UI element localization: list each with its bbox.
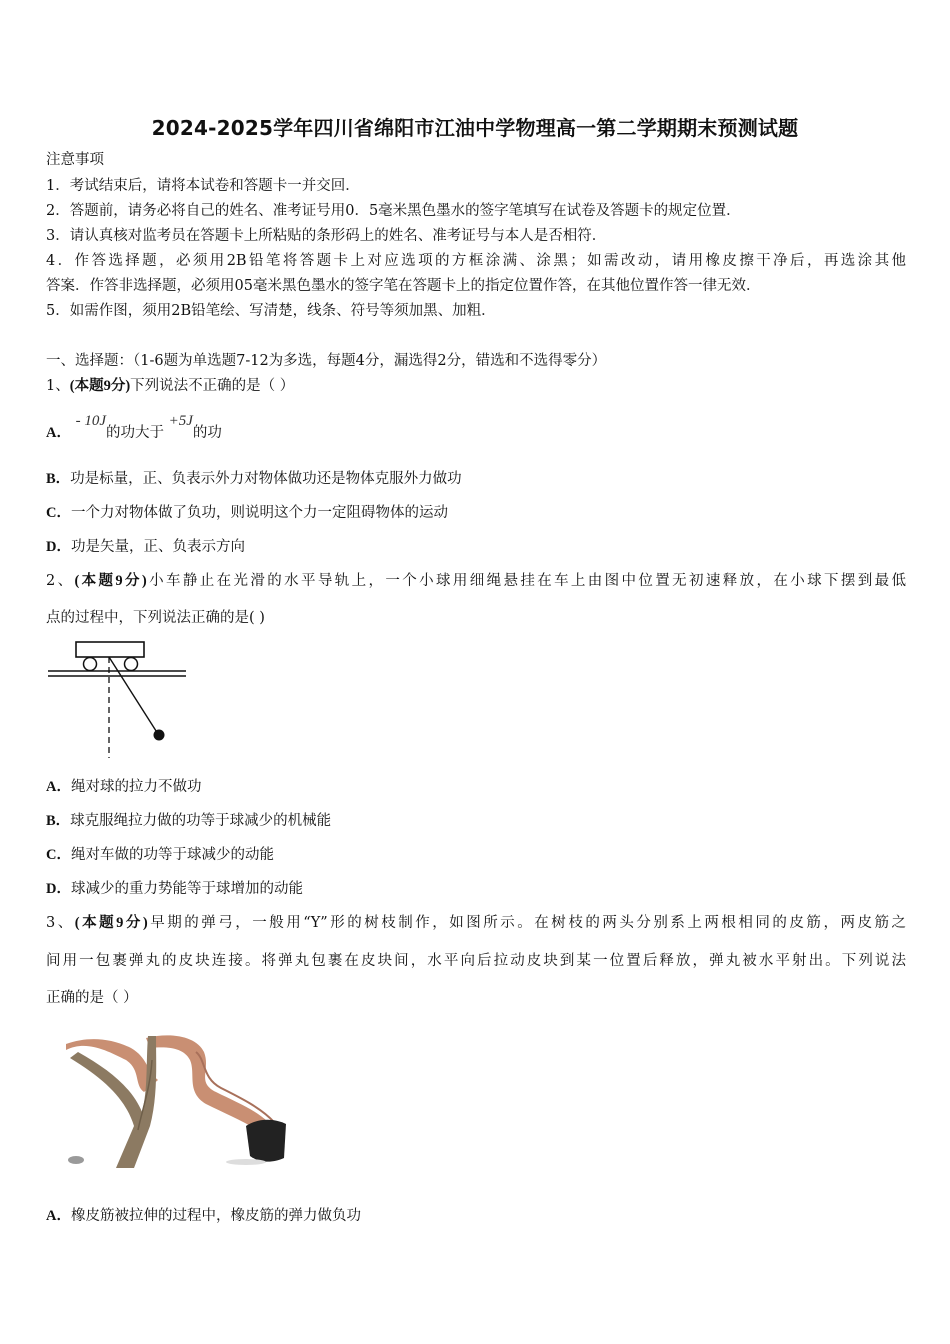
option-d-text: 球减少的重力势能等于球增加的动能 bbox=[70, 881, 303, 897]
option-a-label: A． bbox=[46, 425, 71, 441]
question-2-stem-line-1 bbox=[46, 571, 906, 591]
question-2-number: 2、 bbox=[46, 573, 75, 589]
question-2-tag: (本题9分) bbox=[74, 573, 147, 589]
option-a-label: A． bbox=[46, 1208, 71, 1224]
option-d-label: D． bbox=[46, 881, 71, 897]
question-1-option-a bbox=[46, 413, 222, 443]
option-a-text-2: 的功 bbox=[192, 425, 222, 441]
section-heading: 一、选择题：（1-6题为单选题7-12为多选，每题4分，漏选得2分，错选和不选得零分） bbox=[46, 353, 607, 369]
option-d-label: D． bbox=[46, 539, 71, 555]
option-a-text: 橡皮筋被拉伸的过程中，橡皮筋的弹力做负功 bbox=[70, 1208, 361, 1224]
question-3-stem-line-3: 正确的是（ ） bbox=[46, 990, 138, 1006]
cart-body bbox=[76, 642, 144, 657]
question-1-tag: (本题9分) bbox=[69, 378, 131, 394]
notice-item-3: 3．请认真核对监考员在答题卡上所粘贴的条形码上的姓名、准考证号与本人是否相符． bbox=[46, 228, 607, 244]
option-c-text: 绳对车做的功等于球减少的动能 bbox=[70, 847, 274, 863]
math-plus-5j: +5J bbox=[168, 413, 193, 429]
question-3-stem-line-2: 间用一包裹弹丸的皮块连接。将弹丸包裹在皮块间，水平向后拉动皮块到某一位置后释放，弹丸被水平射出。下列说法 bbox=[46, 953, 906, 969]
question-1-option-c bbox=[46, 503, 448, 523]
page-title: 2024-2025学年四川省绵阳市江油中学物理高一第二学期期末预测试题 bbox=[151, 116, 799, 140]
question-3-stem-line-1 bbox=[46, 913, 906, 933]
question-2-option-a bbox=[46, 777, 201, 797]
question-2-stem-line-2: 点的过程中，下列说法正确的是( ) bbox=[46, 610, 265, 626]
question-1-option-d bbox=[46, 537, 245, 557]
question-3-tag: (本题9分) bbox=[74, 915, 148, 931]
notice-heading: 注意事项 bbox=[46, 152, 104, 168]
option-d-text: 功是矢量，正、负表示方向 bbox=[70, 539, 245, 555]
question-3-option-a bbox=[46, 1206, 361, 1226]
question-2-option-d bbox=[46, 879, 303, 899]
question-3-text-1: 早期的弹弓，一般用“Y”形的树枝制作，如图所示。在树枝的两头分别系上两根相同的皮筋，两皮筋之 bbox=[147, 915, 906, 931]
option-b-label: B． bbox=[46, 813, 71, 829]
question-3-number: 3、 bbox=[46, 915, 75, 931]
option-c-text: 一个力对物体做了负功，则说明这个力一定阻碍物体的运动 bbox=[70, 505, 448, 521]
question-1-text: 下列说法不正确的是（ ） bbox=[130, 378, 295, 394]
option-c-label: C． bbox=[46, 505, 71, 521]
slingshot-photo bbox=[46, 1030, 291, 1168]
option-a-label: A． bbox=[46, 779, 71, 795]
question-1-option-b bbox=[46, 469, 462, 489]
notice-item-1: 1．考试结束后，请将本试卷和答题卡一并交回． bbox=[46, 178, 360, 194]
cart-pendulum-figure bbox=[46, 638, 191, 760]
cart-wheel-left bbox=[84, 658, 97, 671]
math-minus-10j: - 10J bbox=[75, 413, 106, 429]
pendulum-ball bbox=[154, 730, 165, 741]
option-a-text-1: 的功大于 bbox=[106, 425, 164, 441]
cart-wheel-right bbox=[125, 658, 138, 671]
notice-item-4-cont: 答案．作答非选择题，必须用05毫米黑色墨水的签字笔在答题卡上的指定位置作答，在其他位置作答一律无效． bbox=[46, 278, 761, 294]
option-b-label: B． bbox=[46, 471, 71, 487]
option-b-text: 功是标量，正、负表示外力对物体做功还是物体克服外力做功 bbox=[70, 471, 462, 487]
question-1-number: 1、 bbox=[46, 378, 70, 394]
notice-item-2: 2．答题前，请务必将自己的姓名、准考证号用0．5毫米黑色墨水的签字笔填写在试卷及答题卡的规定位置． bbox=[46, 203, 741, 219]
leather-pouch bbox=[246, 1120, 286, 1162]
notice-item-4: 4．作答选择题，必须用2B铅笔将答题卡上对应选项的方框涂满、涂黑；如需改动，请用橡皮擦干净后，再选涂其他 bbox=[46, 253, 906, 269]
question-2-text-1: 小车静止在光滑的水平导轨上，一个小球用细绳悬挂在车上由图中位置无初速释放，在小球下摆到最低 bbox=[146, 573, 907, 589]
option-c-label: C． bbox=[46, 847, 71, 863]
notice-item-5: 5．如需作图，须用2B铅笔绘、写清楚，线条、符号等须加黑、加粗． bbox=[46, 303, 496, 319]
question-2-option-c bbox=[46, 845, 274, 865]
option-a-text: 绳对球的拉力不做功 bbox=[70, 779, 202, 795]
question-1-stem bbox=[46, 376, 294, 396]
question-2-option-b bbox=[46, 811, 331, 831]
option-b-text: 球克服绳拉力做的功等于球减少的机械能 bbox=[70, 813, 332, 829]
